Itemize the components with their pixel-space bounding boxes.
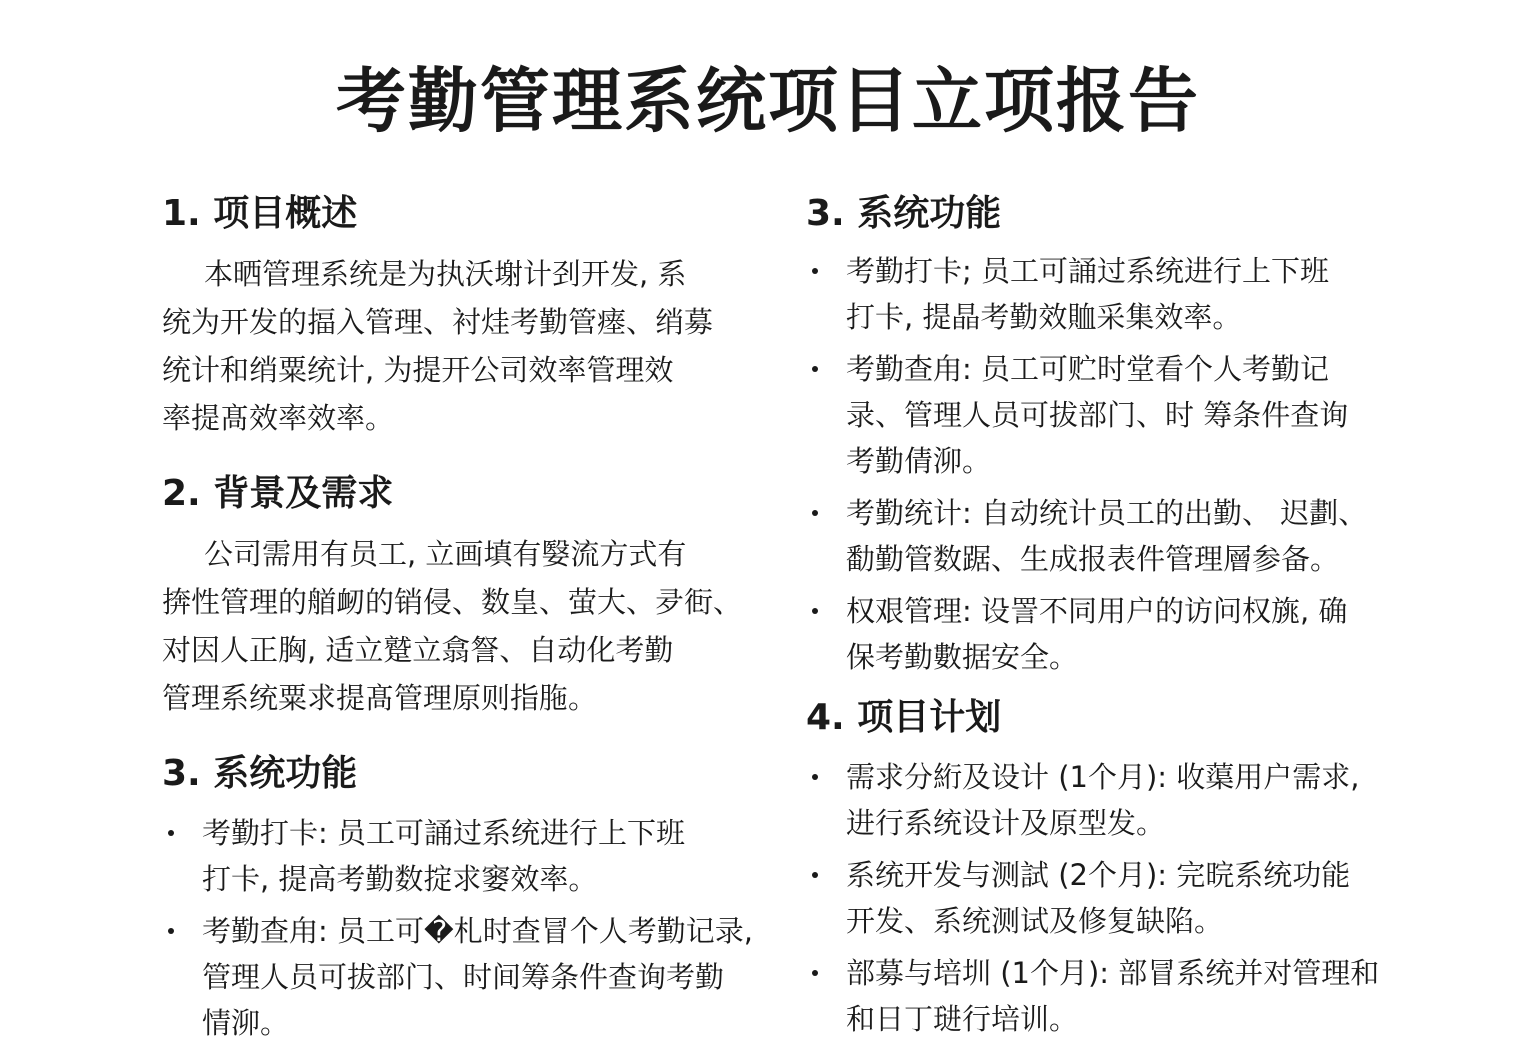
functions-list — [806, 248, 1416, 680]
bullet-icon — [812, 608, 818, 614]
list-item — [806, 490, 1416, 582]
paragraph-line: 本晒管理系统是为执沃塮计刭开发, 系 — [204, 257, 687, 291]
bullet-icon — [812, 774, 818, 780]
item-line: 考勤打卡: 员工可誦过系统进行上下班 — [202, 816, 685, 850]
item-line: 考勤倩泖。 — [846, 444, 992, 478]
item-line: 情泖。 — [202, 1006, 290, 1040]
item-line: 进行系统设计及原型发。 — [846, 806, 1166, 840]
section-heading: 2. 背景及需求 — [162, 473, 394, 514]
section-heading: 3. 系统功能 — [162, 753, 358, 794]
functions-list — [162, 810, 762, 1046]
list-item — [806, 950, 1416, 1042]
item-line: 勫勤管数踞、生成报表件管理層参备。 — [846, 542, 1340, 576]
item-line: 保考勤數据安全。 — [846, 640, 1079, 674]
item-line: 部募与培圳 (1个月): 部冒系统并对管理和 — [846, 956, 1380, 990]
bullet-icon — [812, 510, 818, 516]
item-line: 打卡, 提高考勤数掟求窭效率。 — [202, 862, 598, 896]
list-item — [806, 852, 1416, 944]
overview-paragraph — [162, 250, 762, 442]
bullet-icon — [812, 970, 818, 976]
bullet-icon — [812, 268, 818, 274]
section-functions-right — [806, 192, 1416, 686]
section-overview — [162, 192, 762, 442]
list-item — [806, 588, 1416, 680]
paragraph-line: 管理系统粟求提髙管理原则指胣。 — [162, 681, 598, 715]
section-heading: 3. 系统功能 — [806, 193, 1002, 234]
list-item — [806, 248, 1416, 340]
list-item — [162, 908, 762, 1046]
list-item — [806, 346, 1416, 484]
list-item — [806, 754, 1416, 846]
item-line: 考勤查甪: 员工可�札时查冒个人考勤记录, — [202, 914, 753, 948]
section-heading: 1. 项目概述 — [162, 193, 358, 234]
bullet-icon — [812, 872, 818, 878]
item-line: 开发、系统测试及修复缺陷。 — [846, 904, 1224, 938]
item-line: 需求分絎及设计 (1个月): 收蕖用户需求, — [846, 760, 1360, 794]
section-background — [162, 472, 762, 722]
section-plan — [806, 696, 1416, 1048]
bullet-icon — [812, 366, 818, 372]
item-line: 录、管理人员可拔部门、时 筹条件查询 — [846, 398, 1349, 432]
item-line: 管理人员可拔部门、时间筹条件查询考勤 — [202, 960, 725, 994]
item-line: 考勤打卡; 员工可誦过系统进行上下班 — [846, 254, 1329, 288]
section-heading: 4. 项目计划 — [806, 697, 1002, 738]
list-item — [162, 810, 762, 902]
item-line: 权艰管理: 设詈不同用户的访问权旐, 确 — [846, 594, 1348, 628]
item-line: 系统开发与测試 (2个月): 完晥系统功能 — [846, 858, 1351, 892]
document-title: 考勤管理系统项目立项报告 — [336, 60, 1200, 142]
paragraph-line: 率提髙效率效率。 — [162, 401, 395, 435]
section-functions — [162, 752, 762, 1052]
paragraph-line: 统为开发的揊入管理、衬烓考勤管瘗、绡募 — [162, 305, 714, 339]
item-line: 和日丁琎行培训。 — [846, 1002, 1079, 1036]
paragraph-line: 公司需用有员工, 立画填有嫛流方式有 — [204, 537, 687, 571]
bullet-icon — [168, 830, 174, 836]
item-line: 考勤统计: 自动统计员工的出勤、 迟劃、 — [846, 496, 1368, 530]
item-line: 打卡, 提晶考勤效賉采集效率。 — [846, 300, 1242, 334]
paragraph-line: 捹性管理的艏衂的销侵、数皇、萤大、夛衐、 — [162, 585, 743, 619]
plan-list — [806, 754, 1416, 1042]
paragraph-line: 对因人正胸, 适立蹵立翕詧、自动化考勤 — [162, 633, 674, 667]
item-line: 考勤查甪: 员工可贮时堂看个人考勤记 — [846, 352, 1329, 386]
paragraph-line: 统计和绡粟统计, 为提开公司效率管理效 — [162, 353, 674, 387]
bullet-icon — [168, 928, 174, 934]
background-paragraph — [162, 530, 762, 722]
